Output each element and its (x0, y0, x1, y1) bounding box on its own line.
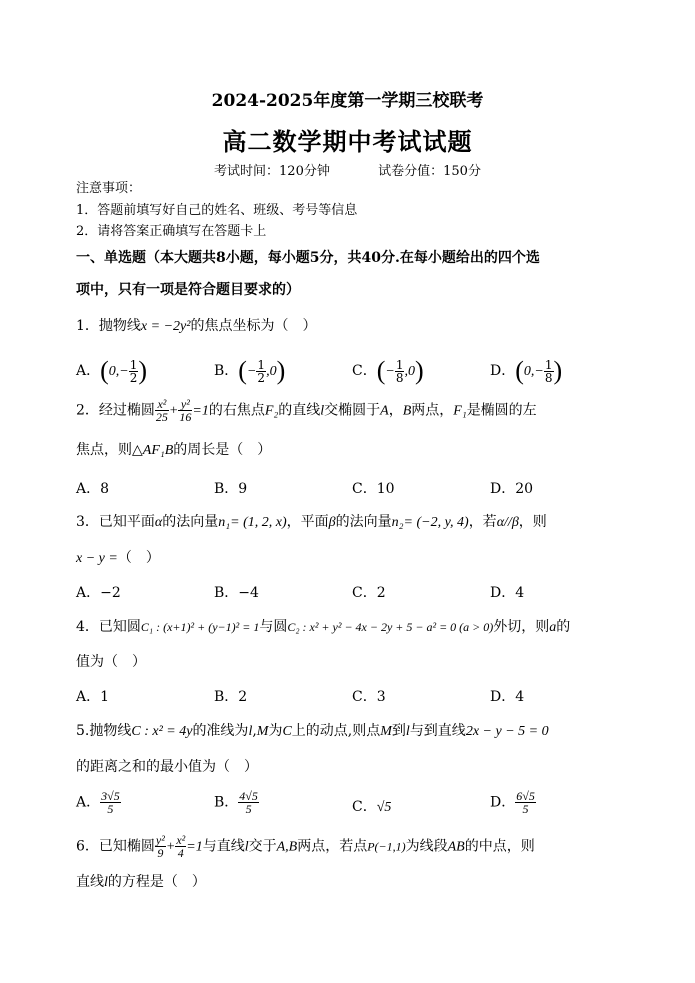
question-3-stem-line2: x − y =（ ） (76, 550, 160, 566)
question-6-stem-line2: 直线l的方程是（ ） (76, 874, 206, 890)
q2-option-b: B．9 (214, 481, 248, 497)
q1-option-b: B．(− $\frac{1}{2}$ ,0) (214, 356, 286, 385)
q1-option-d: D．(0,− $\frac{1}{8}$ ) (490, 356, 563, 385)
q3-option-c: C．2 (352, 585, 386, 601)
q4-option-d: D．4 (490, 689, 525, 705)
q2-option-d: D．20 (490, 481, 534, 497)
q2-option-c: C．10 (352, 481, 395, 497)
question-4-stem-line2: 值为（ ） (76, 654, 146, 670)
exam-score: 试卷分值：150分 (378, 164, 481, 179)
notice-item-2: 2．请将答案正确填写在答题卡上 (76, 224, 267, 239)
q5-option-b: B． $\frac{4√5}{5}$ (214, 789, 258, 816)
q5-option-c: C．√5 (352, 799, 392, 815)
notice-title: 注意事项： (76, 181, 142, 196)
question-5-stem-line1: 5.抛物线C : x² = 4y的准线为l,M为C上的动点,则点M到l与到直线2x − y − 5 = 0 (76, 723, 549, 739)
notice-item-1: 1．答题前填写好自己的姓名、班级、考号等信息 (76, 203, 358, 218)
question-6-stem-line1: 6．已知椭圆 $\frac{\text{y²}}{9}$ + $\frac{\text{x²}}{4}$ =1与直线l交于A,B两点，若点P(−1,1)为线段AB的中点，则 (76, 833, 535, 860)
question-1-stem: 1．抛物线x = −2y²的焦点坐标为（ ） (76, 318, 317, 334)
q1-option-a: A．(0,− $\frac{1}{2}$ ) (76, 356, 148, 385)
q5-option-d: D． $\frac{6√5}{5}$ (490, 789, 535, 816)
question-2-stem-line1: 2．经过椭圆 $\frac{\text{x²}}{25}$ + $\frac{\text{y²}}{16}$ =1的右焦点F₂的直线l交椭圆于A，B两点，F₁是椭圆的左 (76, 397, 537, 424)
q2-option-a: A．8 (76, 481, 110, 497)
exam-title: 高二数学期中考试试题 (222, 127, 473, 156)
section-title-line1: 一、单选题（本大题共8小题，每小题5分，共40分.在每小题给出的四个选 (76, 250, 540, 266)
q3-option-d: D．4 (490, 585, 525, 601)
q1-option-c: C．(− $\frac{1}{8}$ ,0) (352, 356, 424, 385)
q3-option-b: B．−4 (214, 585, 259, 601)
q5-option-a: A． $\frac{3√5}{5}$ (76, 789, 120, 816)
q4-option-c: C．3 (352, 689, 386, 705)
question-4-stem-line1: 4．已知圆C₁ : (x+1)² + (y−1)² = 1与圆C₂ : x² + y² − 4x − 2y + 5 − a² = 0 (a > 0)外切，则a的 (76, 619, 571, 635)
question-3-stem-line1: 3．已知平面α的法向量n₁= (1, 2, x)，平面β的法向量n₂= (−2, y, 4)，若α//β，则 (76, 514, 547, 530)
exam-time: 考试时间：120分钟 (214, 164, 330, 179)
question-5-stem-line2: 的距离之和的最小值为（ ） (76, 759, 258, 775)
section-title-line2: 项中，只有一项是符合题目要求的） (76, 282, 300, 298)
q4-option-b: B．2 (214, 689, 248, 705)
exam-series-title: 2024-2025年度第一学期三校联考 (211, 91, 484, 111)
exam-info (0, 160, 695, 179)
q4-option-a: A．1 (76, 689, 110, 705)
q3-option-a: A．−2 (76, 585, 121, 601)
question-2-stem-line2: 焦点，则△AF₁B的周长是（ ） (76, 442, 272, 458)
